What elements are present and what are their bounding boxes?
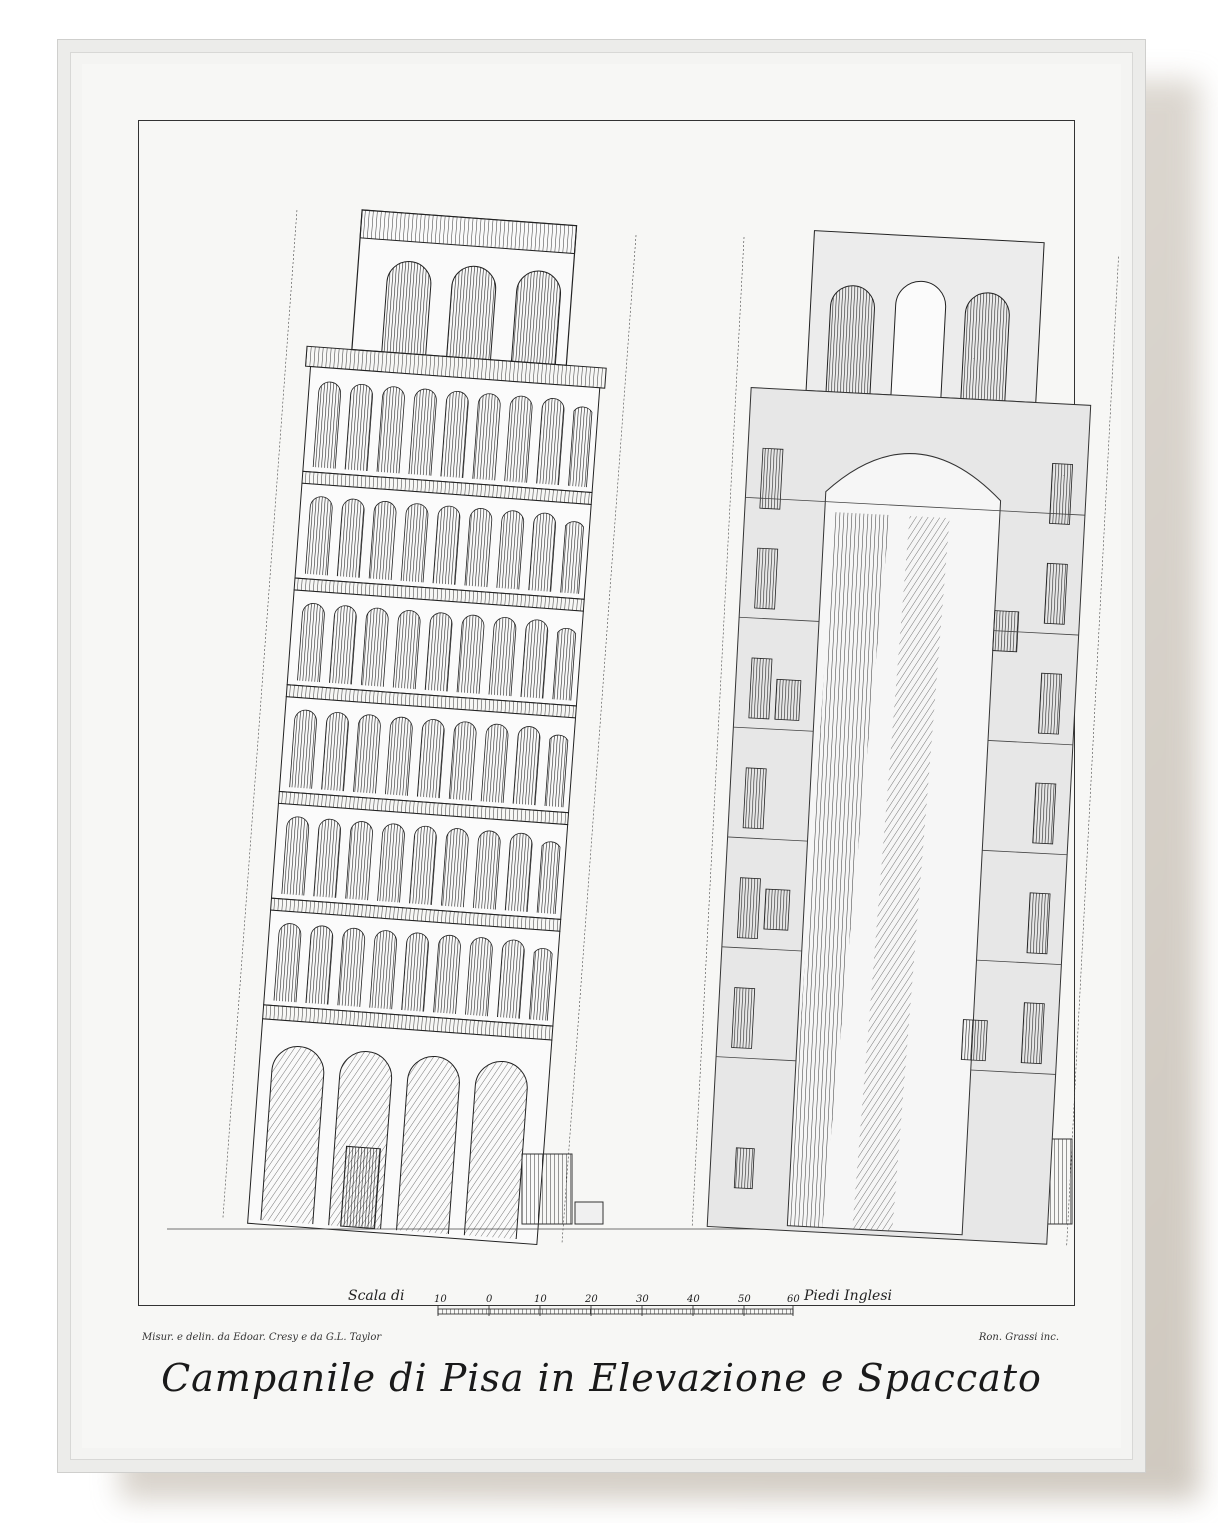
gallery-storeys bbox=[248, 367, 600, 1245]
scale-bar bbox=[434, 1294, 800, 1316]
scale-tick: 20 bbox=[585, 1294, 598, 1305]
engraving-title: Campanile di Pisa in Elevazione e Spaccato bbox=[161, 1356, 1042, 1400]
print-paper bbox=[82, 64, 1121, 1448]
scale-tick: 40 bbox=[687, 1294, 700, 1305]
scale-tick: 30 bbox=[636, 1294, 649, 1305]
scale-unit: Piedi Inglesi bbox=[804, 1288, 893, 1304]
tower-elevation bbox=[223, 205, 637, 1246]
engraving-artwork bbox=[82, 64, 1145, 1472]
tower-section bbox=[692, 227, 1119, 1245]
picture-frame bbox=[58, 40, 1145, 1472]
credit-right: Ron. Grassi inc. bbox=[978, 1332, 1059, 1343]
scale-label: Scala di bbox=[348, 1288, 405, 1304]
scale-tick: 10 bbox=[434, 1294, 447, 1305]
scale-tick: 50 bbox=[738, 1294, 751, 1305]
credit-left: Misur. e delin. da Edoar. Cresy e da G.L. Taylor bbox=[142, 1332, 382, 1343]
scale-tick: 10 bbox=[534, 1294, 547, 1305]
scale-tick: 0 bbox=[486, 1294, 493, 1305]
scale-tick: 60 bbox=[787, 1294, 800, 1305]
